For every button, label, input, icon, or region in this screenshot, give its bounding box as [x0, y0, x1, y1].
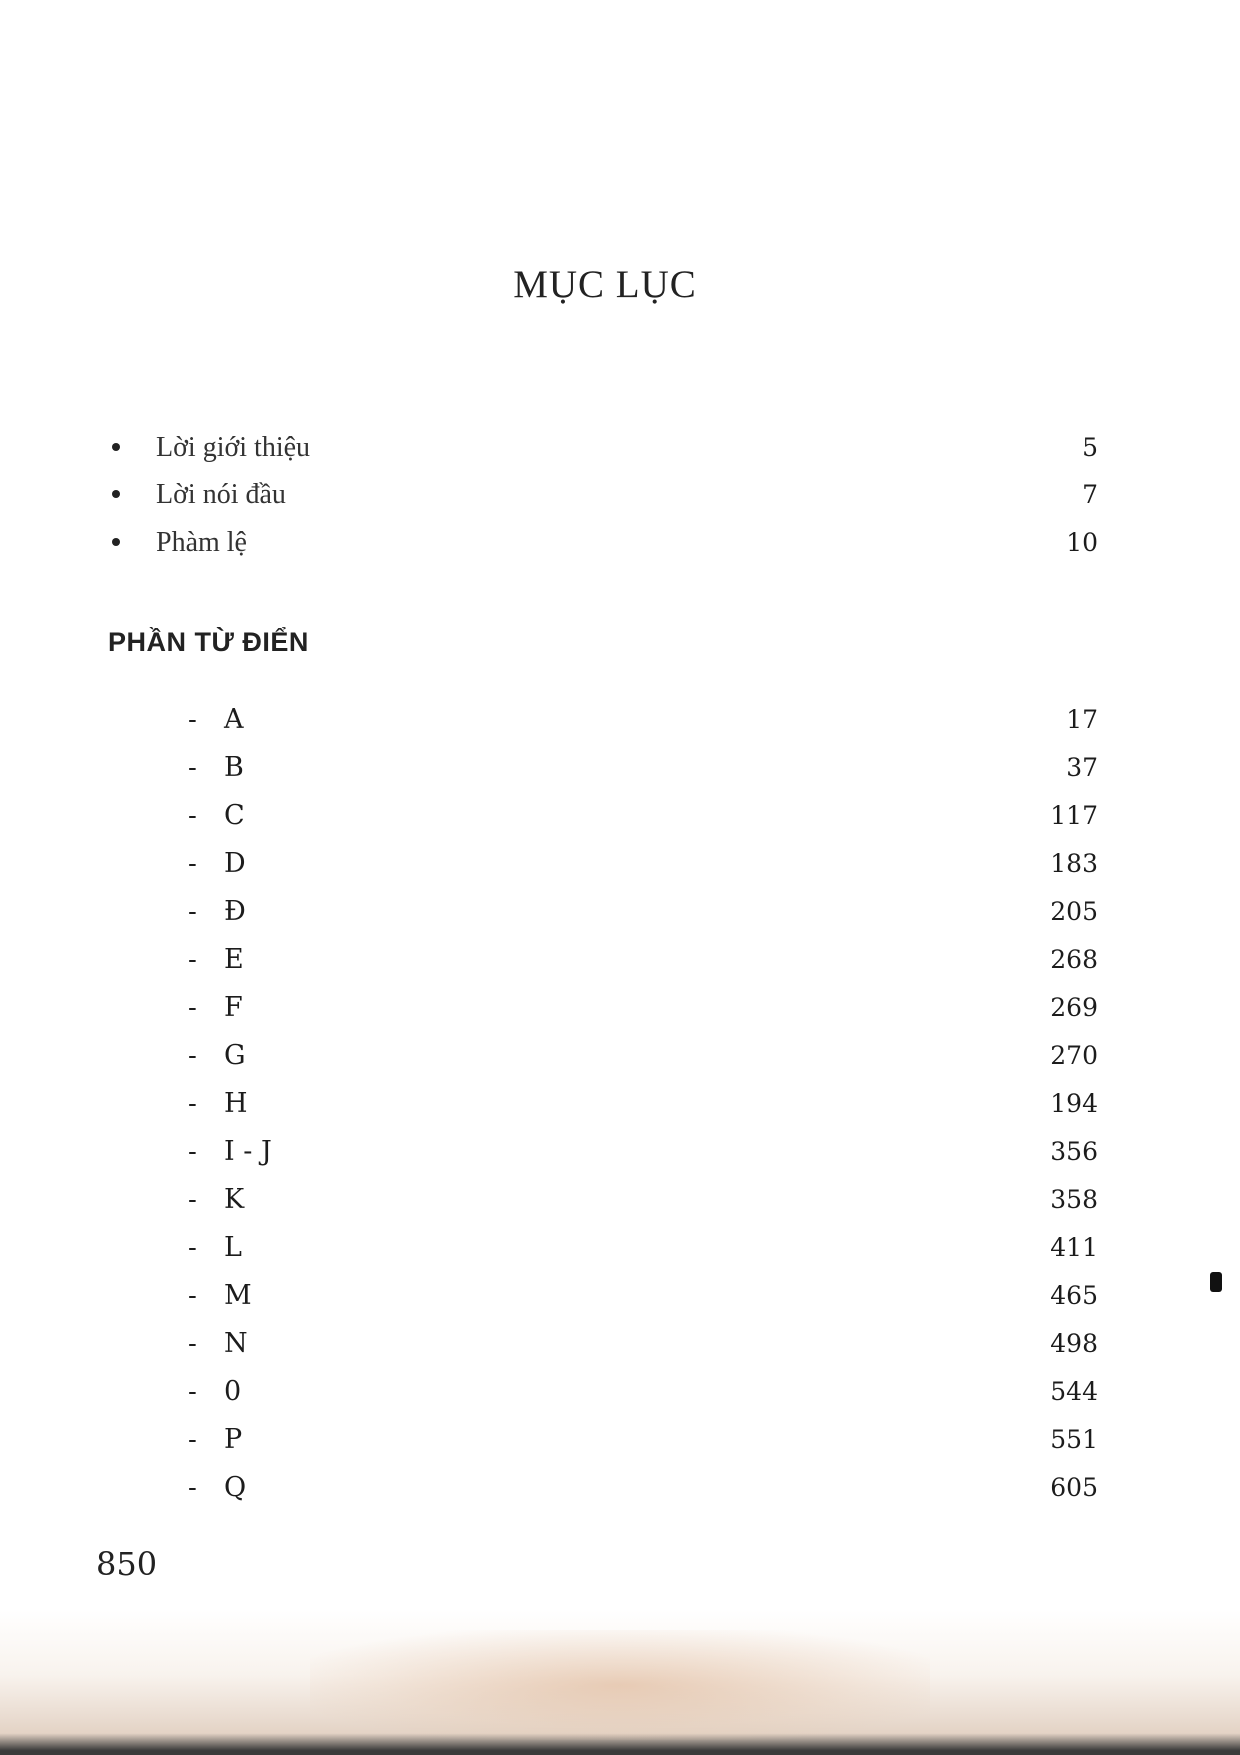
toc-letter-label: P: [224, 1424, 243, 1455]
dash-marker: -: [188, 1185, 197, 1215]
bullet-icon: [112, 490, 120, 498]
toc-letter-page: 183: [1050, 849, 1098, 878]
toc-letter-row: [188, 1420, 1098, 1460]
toc-letter-label: Q: [224, 1472, 247, 1503]
toc-letter-row: [188, 748, 1098, 788]
dash-marker: -: [188, 801, 197, 831]
dash-marker: -: [188, 1329, 197, 1359]
page-number: 850: [96, 1545, 158, 1583]
toc-letter-label: D: [224, 848, 246, 879]
toc-letter-label: L: [224, 1232, 242, 1263]
dash-marker: -: [188, 1089, 197, 1119]
toc-letter-label: Đ: [224, 896, 246, 927]
toc-letter-page: 356: [1050, 1137, 1098, 1166]
toc-letter-row: [188, 1132, 1098, 1172]
dash-marker: -: [188, 753, 197, 783]
toc-letter-page: 37: [1066, 753, 1098, 782]
toc-item-label: Lời giới thiệu: [156, 432, 311, 463]
toc-letter-label: H: [224, 1088, 248, 1119]
dash-marker: -: [188, 1281, 197, 1311]
toc-item-page: 5: [1082, 433, 1098, 462]
toc-letter-row: [188, 1228, 1098, 1268]
toc-letter-page: 498: [1050, 1329, 1098, 1358]
toc-letter-page: 268: [1050, 945, 1098, 974]
toc-letter-row: [188, 1276, 1098, 1316]
toc-item-front-matter: [112, 475, 1098, 515]
toc-letter-label: C: [224, 800, 245, 831]
toc-letter-page: 411: [1050, 1233, 1098, 1262]
toc-letter-label: B: [224, 752, 244, 783]
dash-marker: -: [188, 1233, 197, 1263]
dash-marker: -: [188, 1137, 197, 1167]
toc-letter-label: K: [224, 1184, 245, 1215]
edge-mark: [1210, 1272, 1222, 1292]
toc-letter-row: [188, 1036, 1098, 1076]
toc-letter-page: 551: [1050, 1425, 1098, 1454]
toc-letter-page: 205: [1050, 897, 1098, 926]
toc-letter-row: [188, 844, 1098, 884]
toc-item-front-matter: [112, 523, 1098, 563]
toc-letter-page: 605: [1050, 1473, 1098, 1502]
section-heading: PHẦN TỪ ĐIỂN: [108, 627, 309, 657]
toc-letter-page: 358: [1050, 1185, 1098, 1214]
toc-letter-label: I - J: [224, 1136, 272, 1167]
toc-letter-row: [188, 796, 1098, 836]
dash-marker: -: [188, 705, 197, 735]
toc-letter-row: [188, 1324, 1098, 1364]
toc-letter-page: 17: [1066, 705, 1098, 734]
toc-letter-label: G: [224, 1040, 246, 1071]
dash-marker: -: [188, 849, 197, 879]
toc-letter-page: 194: [1050, 1089, 1098, 1118]
toc-letter-row: [188, 988, 1098, 1028]
dash-marker: -: [188, 897, 197, 927]
toc-letter-row: [188, 892, 1098, 932]
toc-letter-row: [188, 940, 1098, 980]
toc-letter-label: N: [224, 1328, 248, 1359]
toc-letter-label: E: [224, 944, 244, 975]
toc-item-label: Lời nói đầu: [156, 479, 286, 510]
page-shadow-glow: [310, 1630, 930, 1740]
dash-marker: -: [188, 1473, 197, 1503]
toc-item-front-matter: [112, 428, 1098, 468]
toc-letter-page: 269: [1050, 993, 1098, 1022]
dash-marker: -: [188, 1041, 197, 1071]
toc-letter-label: F: [224, 992, 243, 1023]
toc-item-label: Phàm lệ: [156, 527, 247, 558]
bullet-icon: [112, 538, 120, 546]
bullet-icon: [112, 443, 120, 451]
toc-letter-row: [188, 700, 1098, 740]
toc-letter-page: 117: [1050, 801, 1098, 830]
toc-letter-row: [188, 1372, 1098, 1412]
toc-letter-row: [188, 1084, 1098, 1124]
dash-marker: -: [188, 993, 197, 1023]
toc-letter-page: 544: [1050, 1377, 1098, 1406]
toc-letter-label: M: [224, 1280, 252, 1311]
dash-marker: -: [188, 1425, 197, 1455]
page-title: MỤC LỤC: [513, 263, 697, 306]
toc-item-page: 10: [1066, 528, 1098, 557]
toc-letter-label: A: [224, 704, 244, 735]
dash-marker: -: [188, 1377, 197, 1407]
toc-letter-label: 0: [224, 1376, 242, 1407]
toc-item-page: 7: [1082, 480, 1098, 509]
dash-marker: -: [188, 945, 197, 975]
toc-letter-row: [188, 1180, 1098, 1220]
toc-letter-page: 465: [1050, 1281, 1098, 1310]
toc-letter-row: [188, 1468, 1098, 1508]
toc-letter-page: 270: [1050, 1041, 1098, 1070]
